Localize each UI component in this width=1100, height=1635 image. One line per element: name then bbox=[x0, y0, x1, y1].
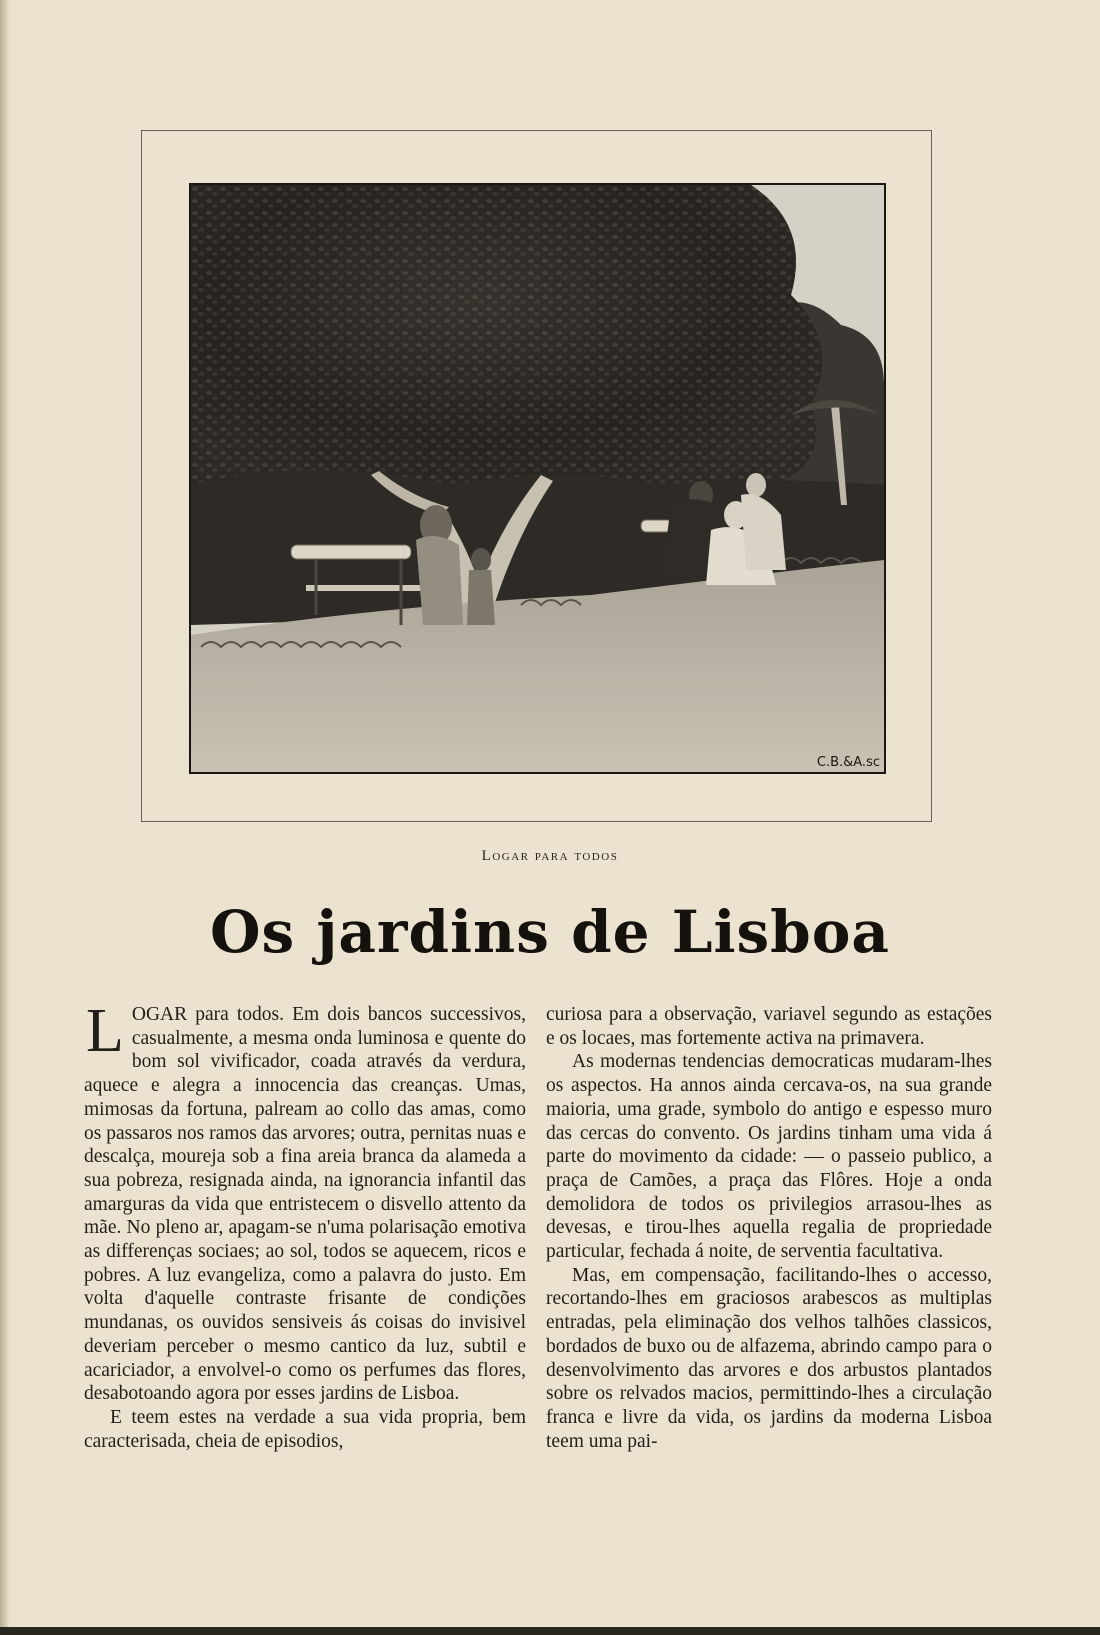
article-title: Os jardins de Lisboa bbox=[209, 898, 891, 966]
paragraph: As modernas tendencias democraticas mudaram-lhes os aspectos. Ha annos ainda cercava-os, na sua grande maioria, uma grade, symbolo do antigo e espesso muro das cercas do convento. Os jardins tinham uma vida á parte do movimento da cidade: — o passeio publico, a praça de Camões, a praça das Flôres. Hoje a onda demolidora de todos os privilegios arrasou-lhes as devesas, e tirou-lhes aquella regalia de propriedade particular, fechada á noite, de serventia facultativa. bbox=[546, 1051, 992, 1263]
page-spine-shadow bbox=[0, 0, 10, 1635]
paragraph: curiosa para a observação, variavel segundo as estações e os locaes, mas fortemente activa na primavera. bbox=[546, 1004, 992, 1049]
first-word-rest: OGAR bbox=[131, 1004, 188, 1025]
text-column-left bbox=[84, 997, 526, 1453]
engraver-mark: C.B.&A.sc bbox=[816, 755, 880, 770]
garden-photograph bbox=[189, 183, 886, 774]
text-column-right bbox=[546, 1003, 992, 1453]
paragraph-text: para todos. Em dois bancos successivos, casualmente, a mesma onda luminosa e quente do bom sol vivificador, coada através da verdura, aquece e alegra a innocencia das creanças. Umas, mimosas da fortuna, palream ao collo das amas, como os passaros nos ramos das arvores; outra, pernitas nuas e descalça, moureja sob a fina areia branca da alameda a sua pobreza, resignada ainda, na ignorancia infantil das amarguras da vida que entristecem o disvello attento da mãe. No pleno ar, apagam-se n'uma polarisação emotiva as differenças sociaes; ao sol, todos se aquecem, ricos e pobres. A luz evangeliza, como a palavra do justo. Em volta d'aquelle contraste frisante de condições mundanas, os ouvidos sensiveis ás coisas do invisivel deveriam perceber o mesmo cantico da luz, subtil e acariciador, a envolvel-o como os perfumes das flores, desabotoando agora por esses jardins de Lisboa. bbox=[84, 1004, 526, 1405]
page-bottom-edge bbox=[0, 1627, 1100, 1635]
paragraph: E teem estes na verdade a sua vida propria, bem caracterisada, cheia de episodios, bbox=[84, 1406, 526, 1452]
drop-cap: L bbox=[86, 997, 124, 1065]
paragraph: Mas, em compensação, facilitando-lhes o accesso, recortando-lhes em graciosos arabescos as multiplas entradas, pela eliminação dos velhos talhões classicos, bordados de buxo ou de alfazema, abrindo campo para o desenvolvimento das arvores e dos arbustos plantados sobre os relvados macios, permittindo-lhes a circulação franca e livre da vida, os jardins da moderna Lisboa teem uma pai- bbox=[546, 1264, 992, 1452]
paragraph bbox=[84, 997, 526, 1406]
plate-caption: Logar para todos bbox=[481, 848, 619, 864]
